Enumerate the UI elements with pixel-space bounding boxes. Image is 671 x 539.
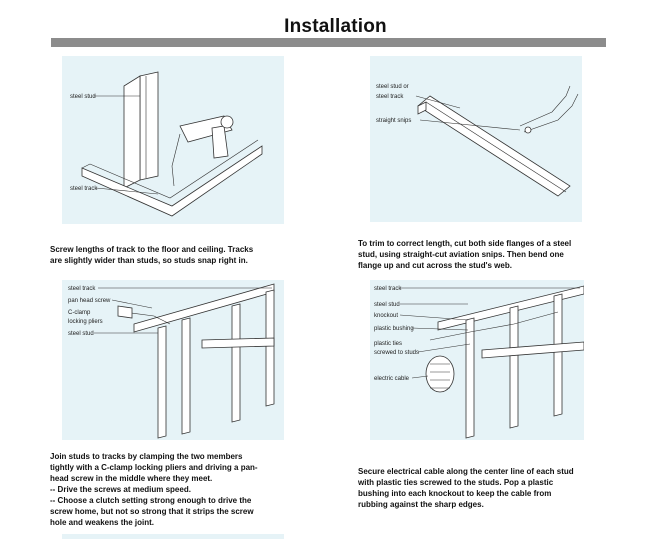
illustration-cutting-stud	[370, 56, 582, 222]
label-knockout: knockout	[374, 313, 399, 319]
label-plastic-ties: plastic ties	[374, 341, 403, 347]
label-pan-head-screw: pan head screw	[68, 298, 111, 304]
label-steel-track: steel track	[70, 186, 98, 192]
title-rule	[51, 38, 606, 47]
label-steel-stud: steel stud	[374, 302, 400, 308]
illustration-clamp-and-screw	[62, 280, 284, 440]
illustration-electric-cable	[370, 280, 584, 440]
caption-clamp-and-screw: Join studs to tracks by clamping the two members tightly with a C-clamp locking pliers and driving a pan- head screw in the middle where they meet. -- Drive the screws at medium speed. -- Choose a clutch setting strong enough to drive the screw home, but not so strong that it strips the screw hole and weakens the joint.	[50, 452, 258, 527]
page-title: Installation	[284, 16, 387, 37]
label-steel-track: steel track	[376, 94, 404, 100]
label-plastic-bushing: plastic bushing	[374, 326, 414, 332]
label-straight-snips: straight snips	[376, 118, 412, 124]
illustration-next-strip	[62, 534, 284, 539]
caption-track-and-stud: Screw lengths of track to the floor and ceiling. Tracks are slightly wider than studs, so studs snap right in.	[50, 245, 254, 265]
illustration-track-and-stud	[62, 56, 284, 224]
label-steel-stud-or: steel stud or	[376, 84, 409, 90]
label-steel-track: steel track	[374, 286, 402, 292]
label-electric-cable: electric cable	[374, 376, 410, 382]
label-locking-pliers: locking pliers	[68, 319, 103, 325]
label-steel-stud: steel stud	[70, 94, 96, 100]
label-steel-stud: steel stud	[68, 331, 94, 337]
caption-cutting-stud: To trim to correct length, cut both side flanges of a steel stud, using straight-cut aviation snips. Then bend one flange up and cut across the stud's web.	[358, 239, 572, 270]
caption-electric-cable: Secure electrical cable along the center line of each stud with plastic ties screwed to the studs. Pop a plastic bushing into each knockout to keep the cable from rubbing against the sharp edges.	[358, 467, 574, 509]
label-c-clamp: C-clamp	[68, 310, 91, 316]
label-steel-track: steel track	[68, 286, 96, 292]
label-screwed-to-studs: screwed to studs	[374, 350, 420, 356]
